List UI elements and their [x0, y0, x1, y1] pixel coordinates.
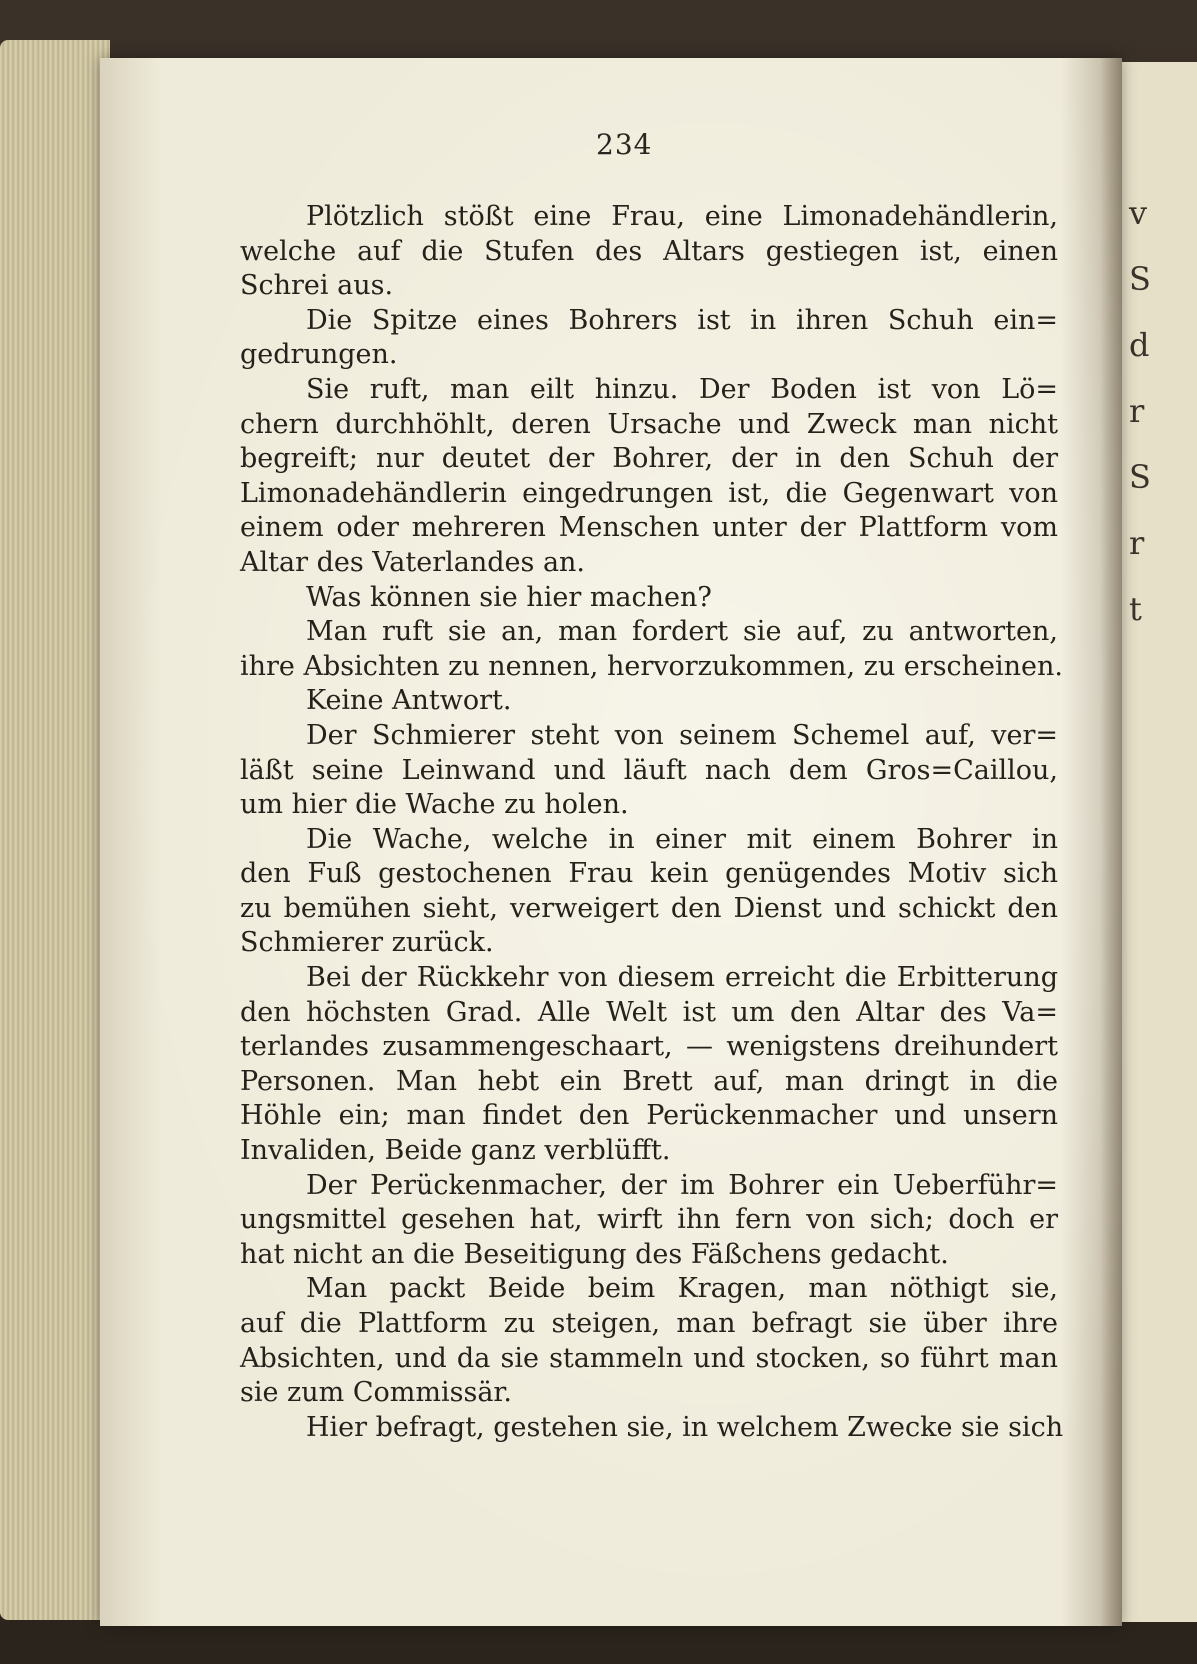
text-line: Die Spitze eines Bohrers ist in ihren Schuh ein=	[306, 304, 1058, 336]
text-line: Man ruft sie an, man fordert sie auf, zu antworten,	[306, 616, 1058, 648]
text-line: Sie ruft, man eilt hinzu. Der Boden ist von Lö=	[306, 373, 1058, 405]
text-line: Bei der Rückkehr von diesem erreicht die Erbitterung	[306, 962, 1058, 994]
text-line: Hier befragt, gestehen sie, in welchem Zwecke sie sich	[306, 1411, 1064, 1443]
text-line: auf die Plattform zu steigen, man befragt sie über ihre	[240, 1308, 1058, 1339]
text-line: den Fuß gestochenen Frau kein genügendes Motiv sich	[240, 858, 1058, 890]
text-line: ungsmittel gesehen hat, wirft ihn fern von sich; doch er	[240, 1204, 1058, 1236]
text-line: Man packt Beide beim Kragen, man nöthigt sie,	[306, 1273, 1058, 1305]
text-line: den höchsten Grad. Alle Welt ist um den Altar des Va=	[240, 996, 1058, 1028]
page-number: 234	[596, 128, 653, 161]
text-line: ihre Absichten zu nennen, hervorzukommen, zu erscheinen.	[240, 650, 1064, 682]
text-line: Personen. Man hebt ein Brett auf, man dringt in die	[240, 1065, 1058, 1097]
text-line: terlandes zusammengeschaart, — wenigstens dreihundert	[240, 1031, 1058, 1063]
text-line: Keine Antwort.	[306, 685, 512, 717]
text-line: Plötzlich stößt eine Frau, eine Limonadehändlerin,	[306, 201, 1058, 232]
text-line: hat nicht an die Beseitigung des Fäßchens gedacht.	[240, 1238, 949, 1270]
text-line: läßt seine Leinwand und läuft nach dem Gros=Caillou,	[240, 754, 1058, 786]
text-line: Schrei aus.	[240, 270, 394, 302]
text-line: Was können sie hier machen?	[306, 581, 712, 613]
text-line: chern durchhöhlt, deren Ursache und Zweck man nicht	[240, 408, 1058, 440]
next-page-edge	[1116, 62, 1197, 1622]
text-line: Die Wache, welche in einer mit einem Bohrer in	[306, 823, 1058, 855]
text-line: Limonadehändlerin eingedrungen ist, die Gegenwart von	[240, 477, 1058, 509]
text-line: welche auf die Stufen des Altars gestiegen ist, einen	[240, 235, 1058, 267]
text-line: Altar des Vaterlandes an.	[240, 546, 586, 578]
next-page-fragment: v S d r S r t	[1129, 194, 1151, 628]
text-line: zu bemühen sieht, verweigert den Dienst und schickt den	[240, 892, 1058, 924]
text-line: Höhle ein; man findet den Perückenmacher und unsern	[240, 1100, 1058, 1132]
text-line: sie zum Commissär.	[240, 1377, 512, 1409]
text-line: Schmierer zurück.	[240, 927, 494, 959]
text-line: einem oder mehreren Menschen unter der Plattform vom	[240, 512, 1058, 544]
binding-shadow	[1100, 58, 1122, 1626]
text-line: Der Schmierer steht von seinem Schemel auf, ver=	[306, 719, 1058, 751]
text-line: gedrungen.	[240, 339, 398, 371]
text-line: Invaliden, Beide ganz verblüfft.	[240, 1135, 671, 1167]
text-line: um hier die Wache zu holen.	[240, 789, 629, 821]
page-edges	[0, 40, 110, 1620]
body-text	[240, 200, 1064, 1445]
text-line: Der Perückenmacher, der im Bohrer ein Ueberführ=	[306, 1169, 1058, 1201]
text-line: begreift; nur deutet der Bohrer, der in den Schuh der	[240, 443, 1058, 475]
text-line: Absichten, und da sie stammeln und stocken, so führt man	[240, 1342, 1058, 1374]
